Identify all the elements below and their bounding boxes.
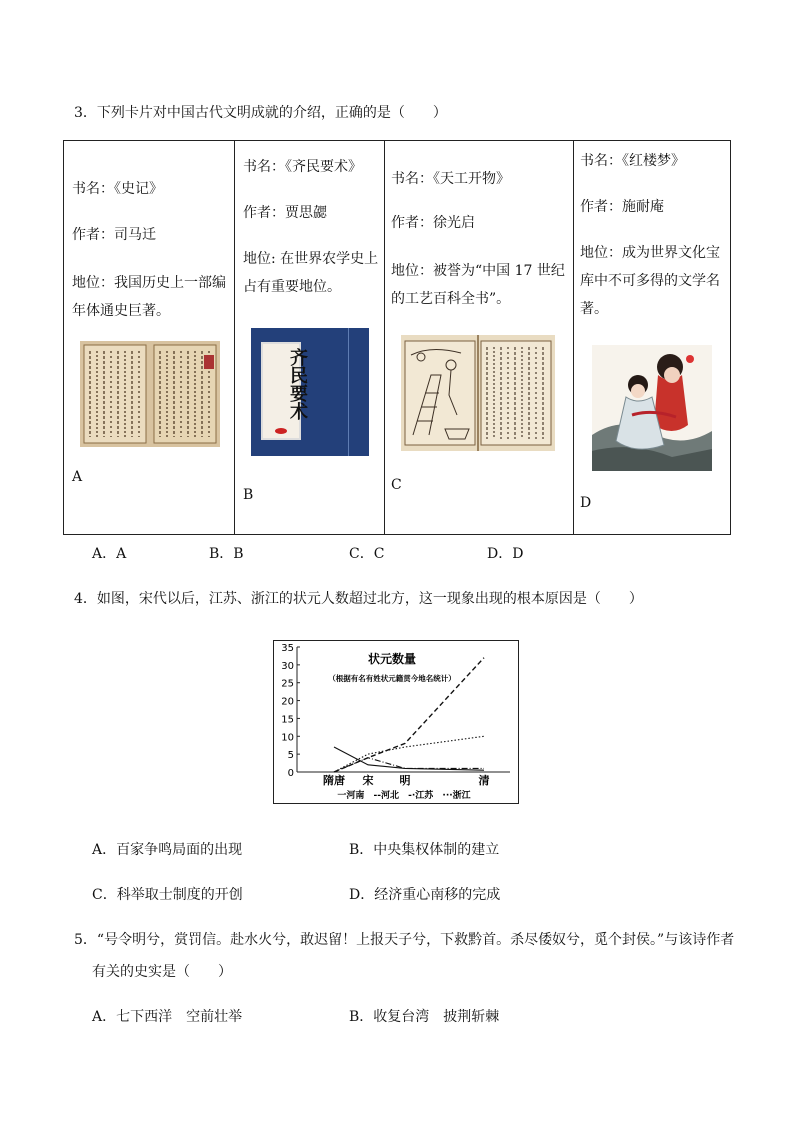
q3-card-table xyxy=(63,140,731,535)
card-d-letter: D xyxy=(580,495,592,511)
card-a-status: 地位：我国历史上一部编年体通史巨著。 xyxy=(72,275,226,319)
y-tick-label: 35 xyxy=(281,643,294,654)
q4-option-a[interactable]: A．百家争鸣局面的出现 xyxy=(92,842,243,858)
chart-svg xyxy=(274,641,518,803)
cover-label xyxy=(261,342,308,440)
y-tick-label: 15 xyxy=(281,714,294,726)
card-b-letter: B xyxy=(243,487,254,503)
legend-hebei: --河北 xyxy=(373,791,399,801)
red-seal-icon xyxy=(275,428,287,434)
legend-henan: 一河南 xyxy=(337,791,365,801)
x-category-label: 隋唐 xyxy=(323,774,345,787)
legend-jiangsu: -·江苏 xyxy=(408,791,434,801)
qiminyaoshu-cover-image xyxy=(251,328,369,456)
card-a-book: 书名：《史记》 xyxy=(72,181,163,197)
y-tick-label: 10 xyxy=(281,732,294,744)
q3-stem: 3．下列卡片对中国古代文明成就的介绍，正确的是（ ） xyxy=(74,105,447,121)
card-c-book: 书名：《天工开物》 xyxy=(391,171,510,187)
card-c xyxy=(385,141,574,535)
card-a xyxy=(64,141,235,535)
card-c-status: 地位：被誉为“中国 17 世纪的工艺百科全书”。 xyxy=(391,263,565,307)
y-tick-label: 30 xyxy=(281,660,294,672)
series-line-河南 xyxy=(334,747,484,770)
chart-title: 状元数量 xyxy=(367,652,417,666)
x-category-label: 清 xyxy=(478,774,490,787)
card-a-author: 作者：司马迁 xyxy=(72,227,156,243)
card-b-status: 地位: 在世界农学史上占有重要地位。 xyxy=(243,251,379,295)
card-b-book: 书名：《齐民要术》 xyxy=(243,159,362,175)
q3-option-a[interactable]: A．A xyxy=(92,546,127,562)
y-tick-label: 5 xyxy=(287,750,294,762)
q3-option-b[interactable]: B．B xyxy=(209,546,244,562)
q4-option-d[interactable]: D．经济重心南移的完成 xyxy=(349,887,501,903)
zhuangyuan-chart xyxy=(273,640,519,804)
shiji-book-image xyxy=(80,341,220,447)
q4-option-b[interactable]: B．中央集权体制的建立 xyxy=(349,842,500,858)
card-a-letter: A xyxy=(72,469,83,485)
card-b-author: 作者：贾思勰 xyxy=(243,205,327,221)
chart-legend xyxy=(337,789,471,801)
q4-option-c[interactable]: C．科举取士制度的开创 xyxy=(92,887,243,903)
x-category-label: 宋 xyxy=(362,774,374,787)
y-tick-label: 0 xyxy=(287,768,294,779)
q5-stem-line2: 有关的史实是（ ） xyxy=(92,964,232,980)
q4-stem: 4．如图，宋代以后，江苏、浙江的状元人数超过北方，这一现象出现的根本原因是（ ） xyxy=(74,591,643,607)
q3-option-c[interactable]: C．C xyxy=(349,546,385,562)
q5-stem-line1: 5．“号令明兮，赏罚信。赴水火兮，敢迟留！上报天子兮，下救黔首。杀尽倭奴兮，觅个封侯。”与该诗作者 xyxy=(74,932,735,948)
series-line-浙江 xyxy=(334,736,484,772)
cover-title: 齐民要术 xyxy=(287,348,308,420)
legend-zhejiang: ···浙江 xyxy=(442,791,471,801)
card-d-author: 作者：施耐庵 xyxy=(580,199,664,215)
q5-option-a[interactable]: A．七下西洋 空前壮举 xyxy=(92,1009,243,1025)
q5-option-b[interactable]: B．收复台湾 披荆斩棘 xyxy=(349,1009,500,1025)
card-d xyxy=(574,141,731,535)
chart-subtitle: （根据有名有姓状元籍贯今地名统计） xyxy=(328,674,456,683)
hongloumeng-painting-image xyxy=(592,345,712,471)
x-category-label: 明 xyxy=(399,774,411,787)
card-c-author: 作者：徐光启 xyxy=(391,215,475,231)
y-tick-label: 25 xyxy=(281,678,294,690)
q3-option-d[interactable]: D．D xyxy=(487,546,524,562)
y-tick-label: 20 xyxy=(281,696,294,708)
tiangongkaiwu-book-image xyxy=(401,335,555,451)
card-d-book: 书名：《红楼梦》 xyxy=(580,153,685,169)
card-d-status: 地位：成为世界文化宝库中不可多得的文学名著。 xyxy=(580,245,720,317)
card-b xyxy=(235,141,385,535)
card-c-letter: C xyxy=(391,477,402,493)
